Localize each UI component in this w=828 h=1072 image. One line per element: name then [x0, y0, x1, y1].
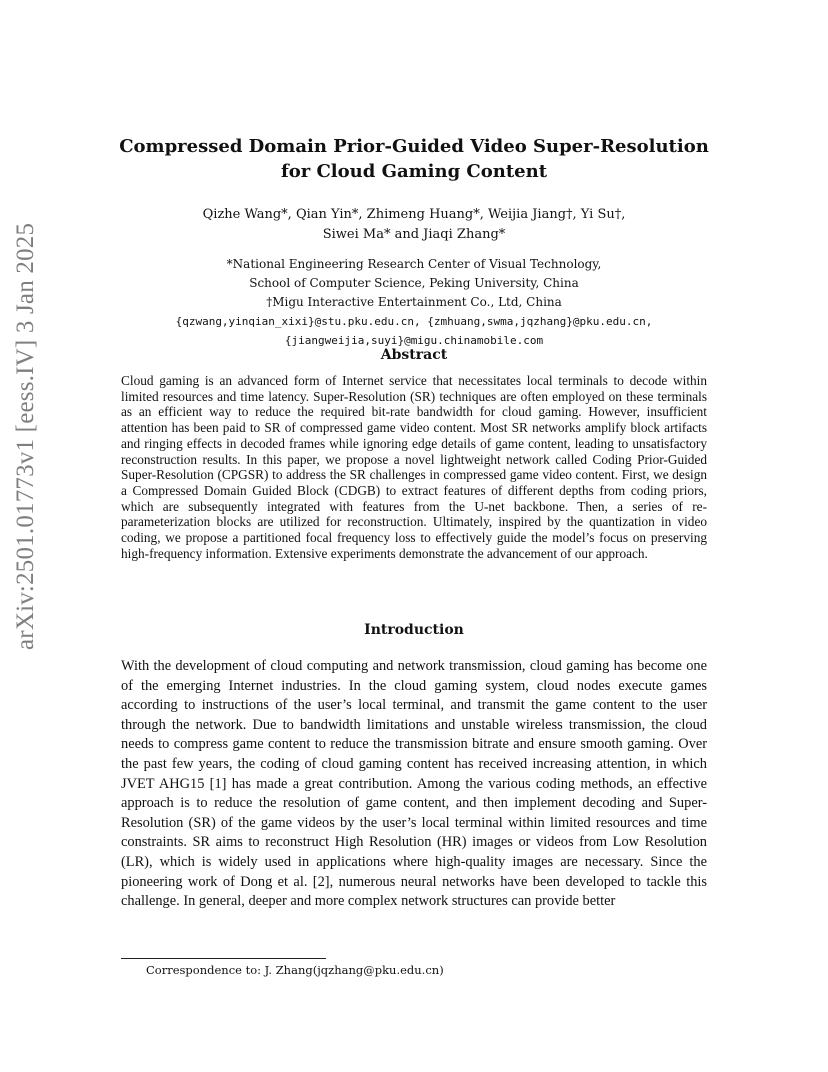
correspondence-footnote: Correspondence to: J. Zhang(jqzhang@pku.edu.cn) [146, 963, 444, 977]
paper-title [110, 134, 718, 184]
author-list [130, 205, 698, 245]
title-line-1: Compressed Domain Prior-Guided Video Super-Resolution [119, 136, 709, 157]
affiliations [110, 255, 718, 350]
title-line-2: for Cloud Gaming Content [280, 161, 548, 182]
emails-line-1: {qzwang,yinqian_xixi}@stu.pku.edu.cn, {zmhuang,swma,jqzhang}@pku.edu.cn, [175, 315, 653, 328]
introduction-heading: Introduction [364, 622, 464, 638]
footnote-rule [121, 958, 326, 959]
introduction-text: With the development of cloud computing and network transmission, cloud gaming has become one of the emerging Internet industries. In the cloud gaming system, cloud nodes execute games according to instructions of the user’s local terminal, and transmit the game content to the user through the network. Due to bandwidth limitations and unstable wireless transmission, the cloud needs to compress game content to reduce the transmission bitrate and ensure smooth gaming. Over the past few years, the coding of cloud gaming content has received increasing attention, in which JVET AHG15 [1] has made a great contribution. Among the various coding methods, an effective approach is to reduce the resolution of game content, and then implement decoding and Super-Resolution (SR) of the game videos by the user’s local terminal within limited resources and time constraints. SR aims to reconstruct High Resolution (HR) images or videos from Low Resolution (LR), which is widely used in applications where high-quality images are necessary. Since the pioneering work of Dong et al. [2], numerous neural networks have been developed to tackle this challenge. In general, deeper and more complex network structures can provide better [121, 658, 707, 910]
emails-line-2: {jiangweijia,suyi}@migu.chinamobile.com [284, 334, 544, 347]
authors-line-2: Siwei Ma* and Jiaqi Zhang* [322, 227, 506, 242]
affiliation-2: School of Computer Science, Peking University, China [249, 276, 579, 290]
affiliation-1: *National Engineering Research Center of Visual Technology, [226, 257, 602, 271]
abstract-text: Cloud gaming is an advanced form of Internet service that necessitates local terminals to decode within limited resources and time latency. Super-Resolution (SR) techniques are often employed on these terminals as an efficient way to reduce the required bit-rate bandwidth for cloud gaming. However, insufficient attention has been paid to SR of compressed game video content. Most SR networks amplify block artifacts and ringing effects in decoded frames while ignoring edge details of game content, leading to unsatisfactory reconstruction results. In this paper, we propose a novel lightweight network called Coding Prior-Guided Super-Resolution (CPGSR) to address the SR challenges in compressed game video content. First, we design a Compressed Domain Guided Block (CDGB) to extract features of different depths from coding priors, which are subsequently integrated with features from the U-net backbone. Then, a series of re-parameterization blocks are utilized for reconstruction. Ultimately, inspired by the quantization in video coding, we propose a partitioned focal frequency loss to effectively guide the model’s focus on preserving high-frequency information. Extensive experiments demonstrate the advancement of our approach. [121, 373, 707, 561]
arxiv-identifier: arXiv:2501.01773v1 [eess.IV] 3 Jan 2025 [12, 222, 39, 650]
abstract-heading: Abstract [380, 347, 448, 363]
affiliation-3: †Migu Interactive Entertainment Co., Ltd, China [266, 295, 562, 309]
authors-line-1: Qizhe Wang*, Qian Yin*, Zhimeng Huang*, Weijia Jiang†, Yi Su†, [202, 207, 626, 222]
